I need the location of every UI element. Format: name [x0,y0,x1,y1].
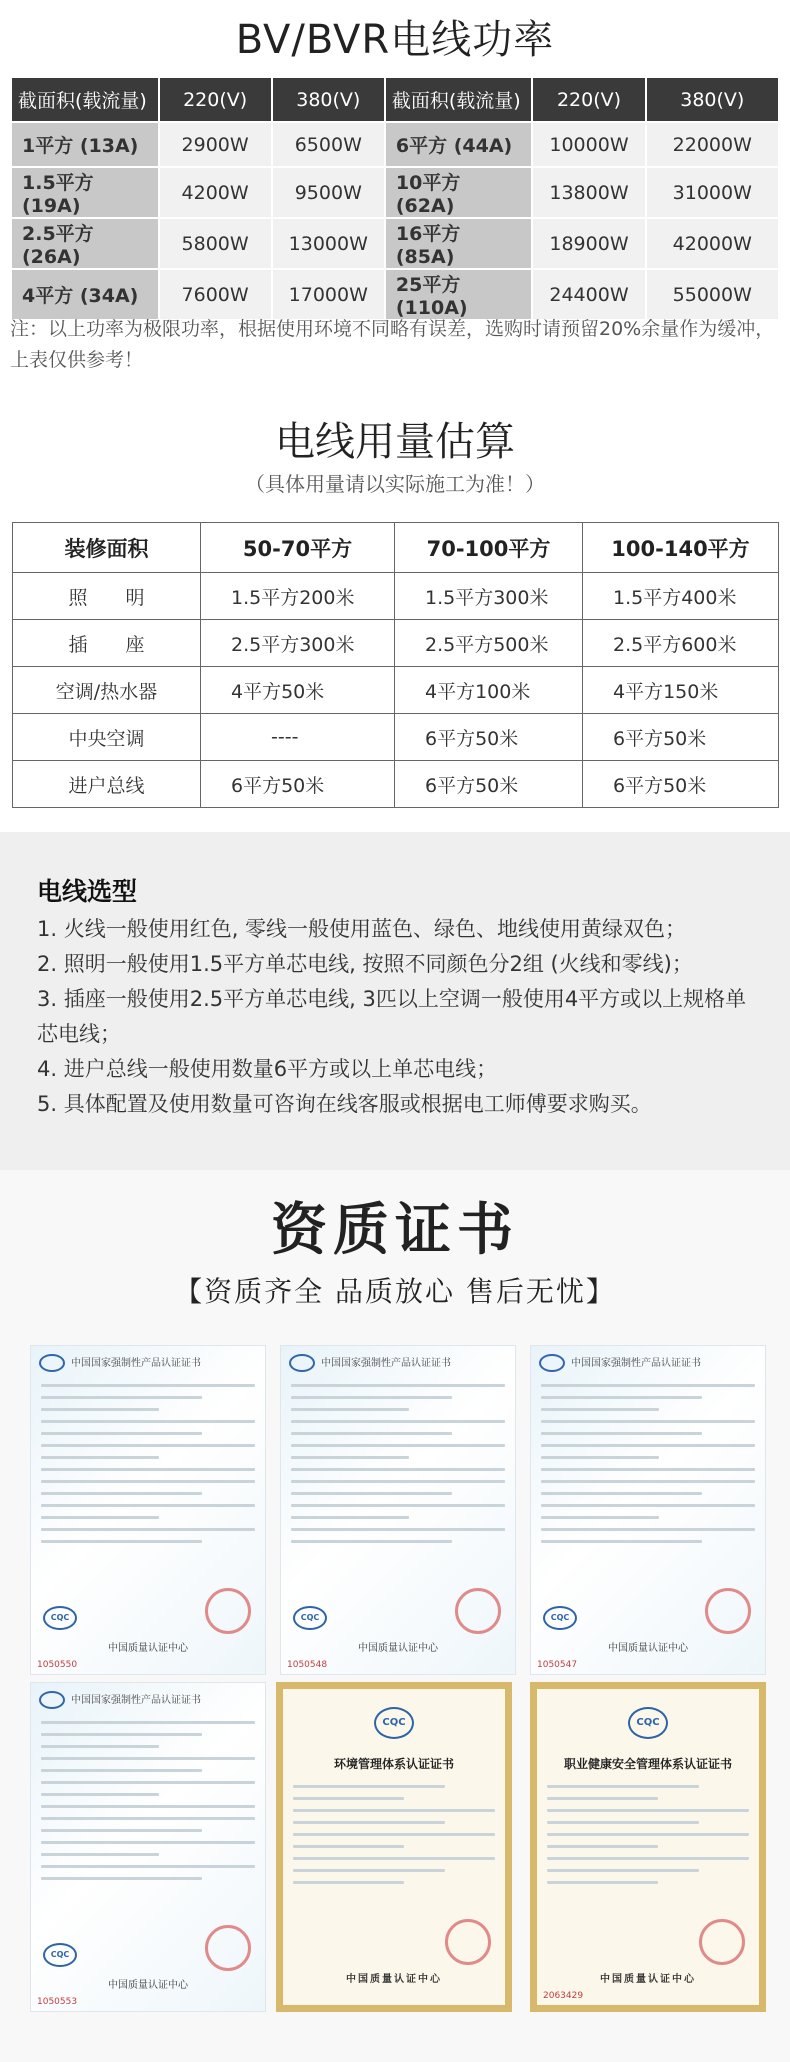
power-title: BV/BVR电线功率 [235,17,555,63]
certificate-image [530,1682,766,2012]
certificate-text-lines [291,1384,505,1552]
certificate-issuer: 中国质量认证中心 [108,1643,188,1654]
certificates-section [0,1170,790,2062]
cqc-logo-icon: CQC [374,1707,414,1739]
table-row [13,761,779,808]
certificate-issuer: 中国质量认证中心 [600,1974,696,1985]
header-cell: 70-100平方 [395,523,583,573]
value-cell: 10000W [533,123,644,166]
certificate-title: 职业健康安全管理体系认证证书 [563,1757,732,1771]
certificate-title: 环境管理体系认证证书 [333,1757,454,1771]
seal-icon [455,1588,501,1634]
cqc-logo-icon: CQC [43,1943,77,1967]
cqc-logo-icon: CQC [43,1606,77,1630]
value-cell: 5800W [160,219,271,268]
certificate-serial: 2063429 [543,1991,584,2001]
value-cell: 18900W [533,219,644,268]
table-cell: 1.5平方300米 [395,573,583,620]
header-cell: 100-140平方 [583,523,779,573]
header-cell: 220(V) [533,78,644,121]
certificate-title: 中国国家强制性产品认证证书 [571,1358,701,1369]
area-cell: 1平方 (13A) [12,123,158,166]
row-label: 插 座 [13,620,201,667]
value-cell: 13800W [533,168,644,217]
value-cell: 4200W [160,168,271,217]
ccc-logo-icon [289,1354,315,1372]
table-row [12,123,778,166]
table-row [12,219,778,268]
table-cell: 6平方50米 [583,761,779,808]
row-label: 照 明 [13,573,201,620]
table-cell: 6平方50米 [583,714,779,761]
area-cell: 4平方 (34A) [12,270,158,319]
certificate-image [276,1682,512,2012]
header-cell: 截面积(载流量) [386,78,532,121]
certificates-title: 资质证书 [271,1198,519,1263]
certificate-title: 中国国家强制性产品认证证书 [71,1695,201,1706]
certificate-image [530,1345,766,1675]
area-cell: 6平方 (44A) [386,123,532,166]
area-cell: 25平方 (110A) [386,270,532,319]
certificate-text-lines [541,1384,755,1552]
table-cell: 1.5平方400米 [583,573,779,620]
seal-icon [445,1919,491,1965]
seal-icon [205,1925,251,1971]
value-cell: 9500W [273,168,384,217]
value-cell: 17000W [273,270,384,319]
table-cell: 6平方50米 [201,761,395,808]
row-label: 中央空调 [13,714,201,761]
table-cell: 2.5平方500米 [395,620,583,667]
table-cell: 4平方50米 [201,667,395,714]
row-label: 空调/热水器 [13,667,201,714]
ccc-logo-icon [39,1691,65,1709]
usage-subtitle: （具体用量请以实际施工为准！） [245,472,545,496]
power-table [10,76,780,321]
table-cell: 1.5平方200米 [201,573,395,620]
power-note: 注：以上功率为极限功率，根据使用环境不同略有误差，选购时请预留20%余量作为缓冲，上表仅供参考！ [10,318,775,371]
usage-title: 电线用量估算 [275,419,515,465]
header-cell: 截面积(载流量) [12,78,158,121]
certificate-text-lines [547,1785,749,1893]
certificate-serial: 1050550 [37,1660,78,1670]
area-cell: 10平方 (62A) [386,168,532,217]
cqc-logo-icon: CQC [628,1707,668,1739]
header-cell: 220(V) [160,78,271,121]
value-cell: 24400W [533,270,644,319]
ccc-logo-icon [539,1354,565,1372]
value-cell: 55000W [647,270,778,319]
value-cell: 22000W [647,123,778,166]
usage-table-header [13,523,779,573]
table-row [12,168,778,217]
cqc-logo-icon: CQC [543,1606,577,1630]
certificate-text-lines [293,1785,495,1893]
table-cell: 4平方100米 [395,667,583,714]
header-cell: 装修面积 [13,523,201,573]
list-item: 1. 火线一般使用红色, 零线一般使用蓝色、绿色、地线使用黄绿双色； [37,917,687,941]
table-row [13,667,779,714]
certificate-title: 中国国家强制性产品认证证书 [321,1358,451,1369]
certificate-issuer: 中国质量认证中心 [608,1643,688,1654]
seal-icon [205,1588,251,1634]
table-cell: ---- [201,714,395,761]
value-cell: 2900W [160,123,271,166]
area-cell: 2.5平方 (26A) [12,219,158,268]
value-cell: 6500W [273,123,384,166]
table-cell: 6平方50米 [395,761,583,808]
certificate-serial: 1050548 [287,1660,328,1670]
certificate-text-lines [41,1721,255,1889]
header-cell: 50-70平方 [201,523,395,573]
area-cell: 1.5平方 (19A) [12,168,158,217]
value-cell: 13000W [273,219,384,268]
certificate-issuer: 中国质量认证中心 [346,1974,442,1985]
area-cell: 16平方 (85A) [386,219,532,268]
table-cell: 2.5平方600米 [583,620,779,667]
table-cell: 2.5平方300米 [201,620,395,667]
value-cell: 7600W [160,270,271,319]
list-item: 4. 进户总线一般使用数量6平方或以上单芯电线； [37,1057,498,1081]
list-item: 2. 照明一般使用1.5平方单芯电线, 按照不同颜色分2组 (火线和零线)； [37,952,693,976]
cqc-logo-icon: CQC [293,1606,327,1630]
value-cell: 31000W [647,168,778,217]
selection-title: 电线选型 [37,877,138,906]
table-cell: 6平方50米 [395,714,583,761]
power-table-header [12,78,778,121]
table-row [12,270,778,319]
row-label: 进户总线 [13,761,201,808]
list-item: 5. 具体配置及使用数量可咨询在线客服或根据电工师傅要求购买。 [37,1092,652,1116]
certificate-text-lines [41,1384,255,1552]
certificate-image [30,1682,266,2012]
certificate-serial: 1050547 [537,1660,578,1670]
header-cell: 380(V) [647,78,778,121]
certificates-subtitle: 【资质齐全 品质放心 售后无忧】 [174,1275,616,1308]
certificate-serial: 1050553 [37,1997,78,2007]
seal-icon [699,1919,745,1965]
usage-table [12,522,779,808]
certificate-title: 中国国家强制性产品认证证书 [71,1358,201,1369]
seal-icon [705,1588,751,1634]
ccc-logo-icon [39,1354,65,1372]
list-item: 3. 插座一般使用2.5平方单芯电线, 3匹以上空调一般使用4平方或以上规格单芯电线； [37,987,747,1046]
table-row [13,714,779,761]
certificate-issuer: 中国质量认证中心 [108,1980,188,1991]
header-cell: 380(V) [273,78,384,121]
value-cell: 42000W [647,219,778,268]
table-row [13,573,779,620]
selection-list [37,912,757,1122]
certificate-image [280,1345,516,1675]
certificate-issuer: 中国质量认证中心 [358,1643,438,1654]
table-row [13,620,779,667]
selection-section [0,832,790,1170]
certificate-image [30,1345,266,1675]
table-cell: 4平方150米 [583,667,779,714]
